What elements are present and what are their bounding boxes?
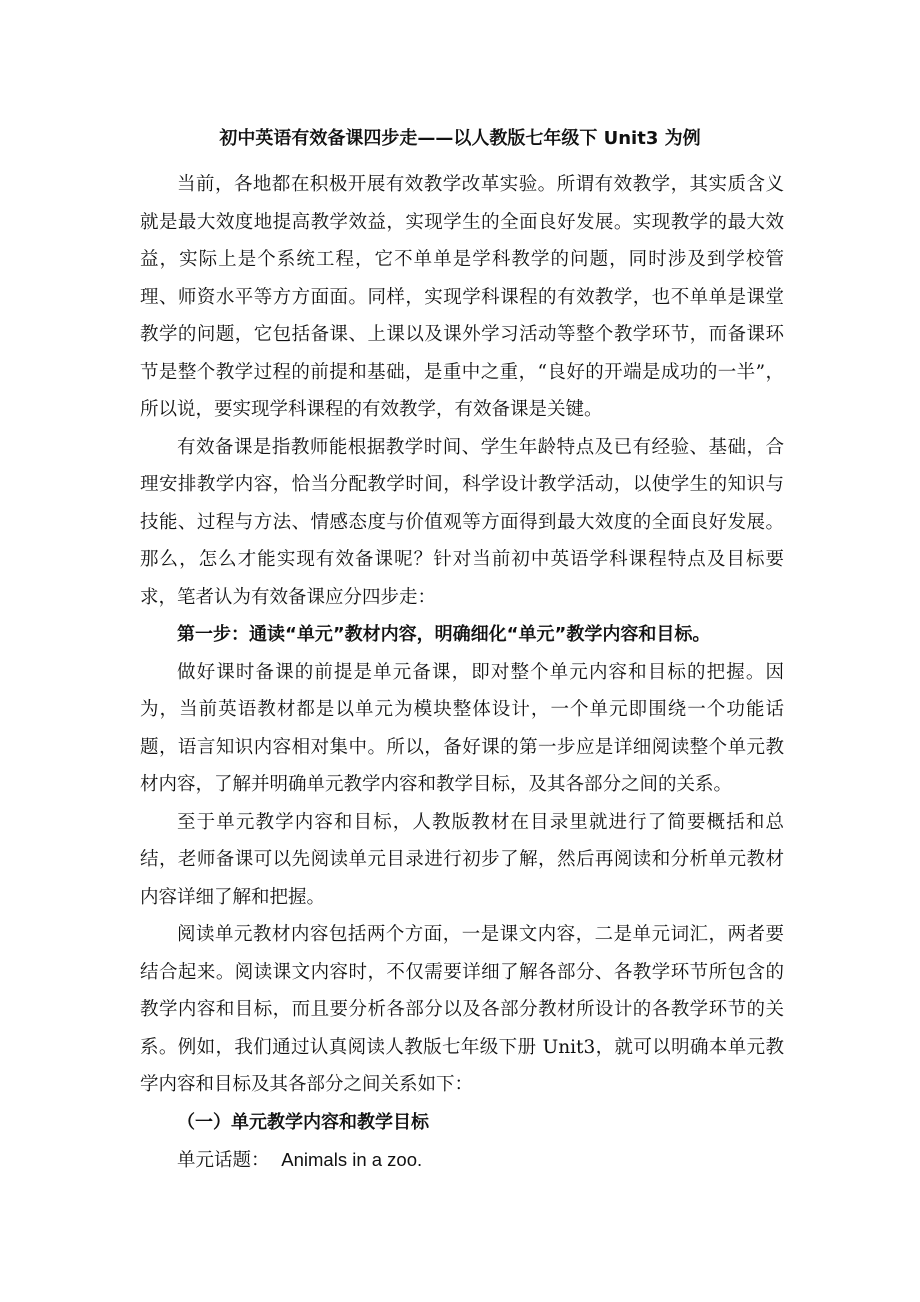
step1-paragraph-3: 阅读单元教材内容包括两个方面，一是课文内容，二是单元词汇，两者要结合起来。阅读课文内容时，不仅需要详细了解各部分、各教学环节所包含的教学内容和目标，而且要分析各部分以及各部分教材所设计的各教学环节的关系。例如，我们通过认真阅读人教版七年级下册 Unit3，就可以明确本单元教学内容和目标及其各部分之间关系如下： bbox=[140, 924, 784, 1095]
step1-heading: 第一步：通读“单元”教材内容，明确细化“单元”教学内容和目标。 bbox=[177, 624, 711, 645]
intro-paragraph: 当前，各地都在积极开展有效教学改革实验。所谓有效教学，其实质含义就是最大效度地提高教学效益，实现学生的全面良好发展。实现教学的最大效益，实际上是个系统工程，它不单单是学科教学的问题，同时涉及到学校管理、师资水平等方方面面。同样，实现学科课程的有效教学，也不单单是课堂教学的问题，它包括备课、上课以及课外学习活动等整个教学环节，而备课环节是整个教学过程的前提和基础，是重中之重，“良好的开端是成功的一半”，所以说，要实现学科课程的有效教学，有效备课是关键。 bbox=[140, 174, 784, 420]
step1-paragraph-1: 做好课时备课的前提是单元备课，即对整个单元内容和目标的把握。因为，当前英语教材都是以单元为模块整体设计，一个单元即围绕一个功能话题，语言知识内容相对集中。所以，备好课的第一步应是详细阅读整个单元教材内容，了解并明确单元教学内容和教学目标，及其各部分之间的关系。 bbox=[140, 661, 784, 795]
unit-topic-label: 单元话题： bbox=[177, 1150, 270, 1171]
document-title: 初中英语有效备课四步走——以人教版七年级下 Unit3 为例 bbox=[219, 128, 701, 149]
unit-topic-value: Animals in a zoo. bbox=[281, 1149, 423, 1170]
document-body bbox=[140, 166, 784, 1180]
definition-paragraph: 有效备课是指教师能根据教学时间、学生年龄特点及已有经验、基础，合理安排教学内容，恰当分配教学时间，科学设计教学活动，以使学生的知识与技能、过程与方法、情感态度与价值观等方面得到最大效度的全面良好发展。那么，怎么才能实现有效备课呢？针对当前初中英语学科课程特点及目标要求，笔者认为有效备课应分四步走： bbox=[140, 436, 784, 608]
unit-topic-line bbox=[140, 1141, 784, 1180]
section1-heading: （一）单元教学内容和教学目标 bbox=[177, 1111, 429, 1133]
step1-paragraph-2: 至于单元教学内容和目标，人教版教材在目录里就进行了简要概括和总结，老师备课可以先阅读单元目录进行初步了解，然后再阅读和分析单元教材内容详细了解和把握。 bbox=[140, 811, 784, 908]
